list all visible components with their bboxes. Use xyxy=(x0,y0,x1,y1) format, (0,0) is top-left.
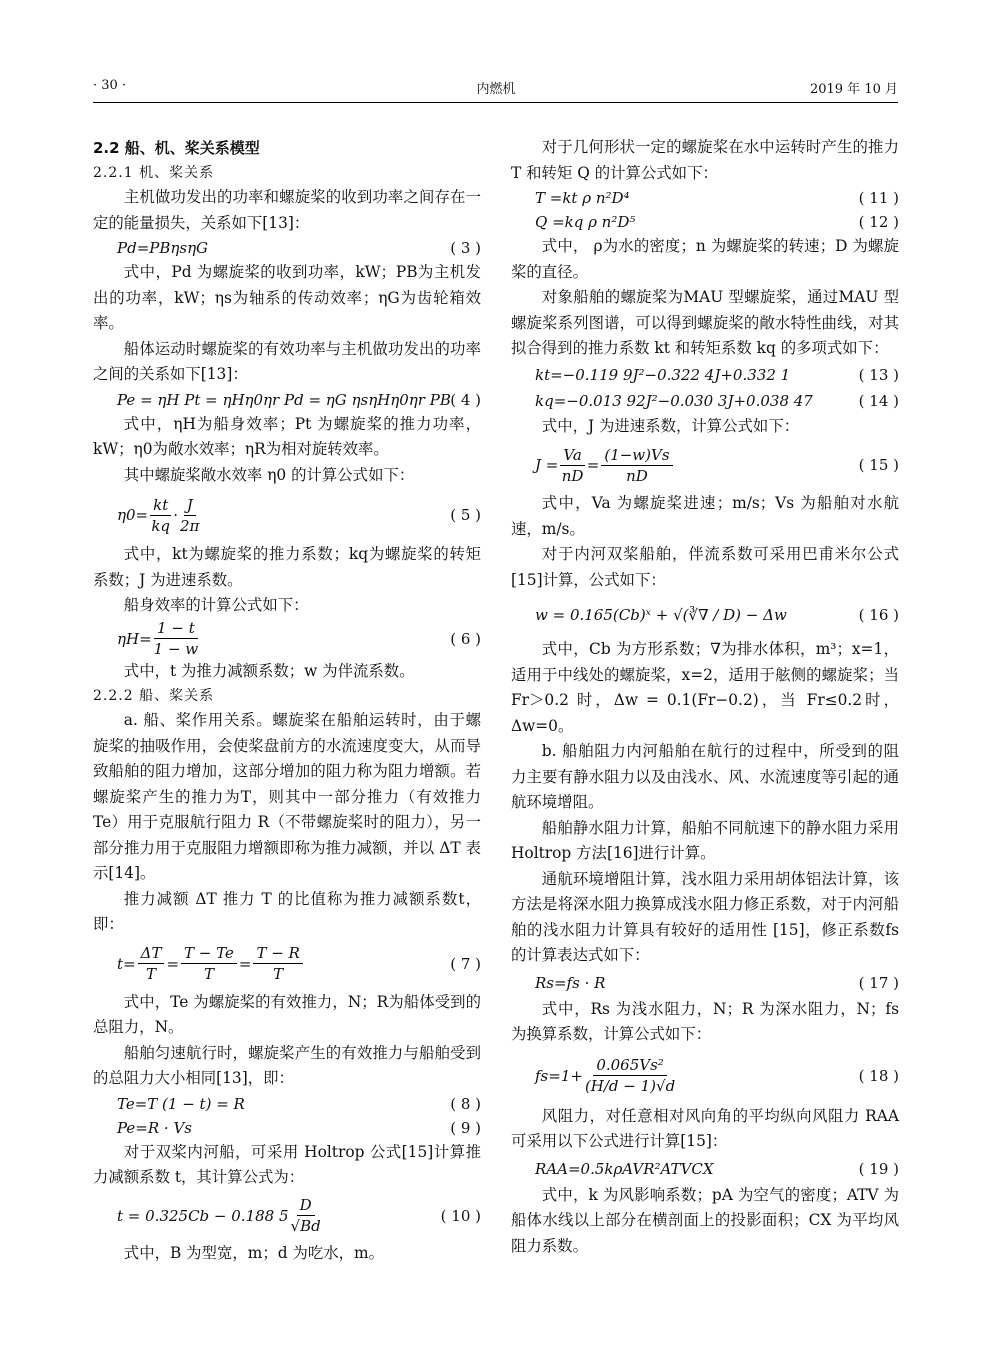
equation-number: ( 18 ) xyxy=(858,1066,899,1085)
equation-12: Q =kq ρ n²D⁵ ( 12 ) xyxy=(511,210,899,234)
paragraph: 式中，Pd 为螺旋桨的收到功率，kW；PB为主机发出的功率，kW；ηs为轴系的传动效率；ηG为齿轮箱效率。 xyxy=(93,263,481,332)
equation-3: Pd=PBηsηG ( 3 ) xyxy=(93,236,481,260)
paragraph: 船舶匀速航行时，螺旋桨产生的有效推力与船舶受到的总阻力大小相同[13]，即： xyxy=(93,1043,481,1087)
equation-number: ( 11 ) xyxy=(858,189,899,207)
equation-14: kq=−0.013 92J²−0.030 3J+0.038 47 ( 14 ) xyxy=(511,388,899,414)
equation-number: ( 5 ) xyxy=(450,506,481,524)
paragraph: 对象船舶的螺旋桨为MAU 型螺旋桨，通过MAU 型螺旋桨系列图谱，可以得到螺旋桨的敞水特性曲线，对其拟合得到的推力系数 kt 和转矩系数 kq 的多项式如下： xyxy=(511,288,899,357)
equation-7: t= $\frac{\Delta T}{T}$ = $\frac{T - Te}{T}$ = $\frac{T - R}{T}$ ( 7 ) xyxy=(117,944,481,983)
paragraph: 船体运动时螺旋桨的有效功率与主机做功发出的功率之间的关系如下[13]： xyxy=(93,339,481,383)
paragraph: 其中螺旋桨敞水效率 η0 的计算公式如下： xyxy=(123,465,415,484)
equation-number: ( 14 ) xyxy=(858,391,899,410)
equation-16: w = 0.165(Cb)ˣ + √(∛∇ / D) − Δw ( 16 ) xyxy=(535,606,899,624)
page-number: · 30 · xyxy=(93,78,127,93)
paragraph: 式中，Rs 为浅水阻力，N；R 为深水阻力，N；fs 为换算系数，计算公式如下： xyxy=(511,999,899,1043)
equation-number: ( 19 ) xyxy=(858,1159,899,1178)
equation-9: Pe=R · Vs ( 9 ) xyxy=(93,1116,481,1140)
journal-name: 内燃机 xyxy=(476,82,516,97)
paragraph: 对于双桨内河船，可采用 Holtrop 公式[15]计算推力减额系数 t，其计算公式为： xyxy=(93,1142,481,1186)
equation-number: ( 3 ) xyxy=(450,239,481,257)
equation-17: Rs=fs · R ( 17 ) xyxy=(511,969,899,997)
right-column xyxy=(511,135,899,1259)
paragraph: 船身效率的计算公式如下： xyxy=(123,596,309,614)
paragraph: 式中，Cb 为方形系数；∇为排水体积，m³；x=1，适用于中线处的螺旋桨，x=2，适用于舷侧的螺旋桨；当 Fr＞0.2 时，Δw = 0.1(Fr−0.2)，当 Fr≤0.2时，Δw=0。 xyxy=(511,640,899,735)
equation-number: ( 17 ) xyxy=(858,973,899,992)
header-rule xyxy=(93,102,898,103)
equation-8: Te=T (1 − t) = R ( 8 ) xyxy=(93,1092,481,1116)
paragraph: 风阻力，对任意相对风向角的平均纵向风阻力 RAA 可采用以下公式进行计算[15]： xyxy=(511,1106,899,1150)
paragraph: 式中，t 为推力减额系数；w 为伴流系数。 xyxy=(123,661,415,680)
paragraph: 式中，J 为进速系数，计算公式如下： xyxy=(541,416,800,435)
equation-number: ( 7 ) xyxy=(450,954,481,973)
equation-6: ηH= $\frac{1 - t}{1 - w}$ ( 6 ) xyxy=(117,619,481,658)
subsection-heading-2-2-1: 2.2.1 机、桨关系 xyxy=(93,165,215,181)
paragraph: 主机做功发出的功率和螺旋桨的收到功率之间存在一定的能量损失，关系如下[13]： xyxy=(93,188,481,232)
equation-number: ( 8 ) xyxy=(450,1094,481,1113)
paragraph: 式中，ηH为船身效率；Pt 为螺旋桨的推力功率，kW；η0为敞水效率；ηR为相对旋转效率。 xyxy=(93,414,481,458)
paragraph: 式中，kt为螺旋桨的推力系数；kq为螺旋桨的转矩系数；J 为进速系数。 xyxy=(93,545,481,589)
paragraph: b. 船舶阻力内河船舶在航行的过程中，所受到的阻力主要有静水阻力以及由浅水、风、水流速度等引起的通航环境增阻。 xyxy=(511,742,899,811)
paragraph: 式中，Te 为螺旋桨的有效推力，N；R为船体受到的总阻力，N。 xyxy=(93,992,481,1036)
equation-number: ( 15 ) xyxy=(858,456,899,474)
left-column xyxy=(93,135,481,1266)
issue-date: 2019 年 10 月 xyxy=(809,82,898,97)
subsection-heading-2-2-2: 2.2.2 船、桨关系 xyxy=(93,688,215,704)
equation-number: ( 16 ) xyxy=(858,606,899,624)
paragraph: 推力减额 ΔT 推力 T 的比值称为推力减额系数t，即： xyxy=(93,889,481,933)
equation-number: ( 13 ) xyxy=(858,365,899,384)
paragraph: 船舶静水阻力计算，船舶不同航速下的静水阻力采用 Holtrop 方法[16]进行计算。 xyxy=(511,818,899,862)
equation-18: fs=1+ $\frac{\text{0.065Vs²}}{(H/d - 1)√d}$ ( 18 ) xyxy=(535,1056,899,1095)
equation-4: Pe = ηH Pt = ηHη0ηr Pd = ηG ηsηHη0ηr PB ( 4 ) xyxy=(93,388,481,412)
equation-15: J = $\frac{Va}{nD}$ = $\frac{(1-w)Vs}{nD}$ ( 15 ) xyxy=(535,445,899,485)
equation-number: ( 12 ) xyxy=(858,213,899,231)
paragraph: 对于几何形状一定的螺旋桨在水中运转时产生的推力 T 和转矩 Q 的计算公式如下： xyxy=(511,138,899,182)
paragraph: 式中，B 为型宽，m；d 为吃水，m。 xyxy=(123,1243,385,1262)
equation-number: ( 6 ) xyxy=(450,629,481,648)
equation-10: t = 0.325Cb − 0.188 5 $\frac{D}{√Bd}$ ( 10 ) xyxy=(117,1196,481,1235)
paragraph: 式中， ρ为水的密度；n 为螺旋桨的转速；D 为螺旋桨的直径。 xyxy=(511,237,899,281)
equation-13: kt=−0.119 9J²−0.322 4J+0.332 1 ( 13 ) xyxy=(511,362,899,388)
equation-11: T =kt ρ n²D⁴ ( 11 ) xyxy=(511,186,899,210)
equation-number: ( 9 ) xyxy=(450,1118,481,1137)
equation-5: η0= $\frac{kt}{kq}$ · $\frac{J}{2\pi}$ ( 5 ) xyxy=(117,495,481,535)
paragraph: a. 船、桨作用关系。螺旋桨在船舶运转时，由于螺旋桨的抽吸作用，会使桨盘前方的水流速度变大，从而导致船舶的阻力增加，这部分增加的阻力称为阻力增额。若螺旋桨产生的推力为T，则其中一部分推力（有效推力Te）用于克服航行阻力 R（不带螺旋桨时的阻力），另一部分推力用于克服阻力增额即称为推力减额，并以 ΔT 表示[14]。 xyxy=(93,711,481,882)
paragraph: 通航环境增阻计算，浅水阻力采用胡体铝法计算，该方法是将深水阻力换算成浅水阻力修正系数，对于内河船舶的浅水阻力计算具有较好的适用性 [15]，修正系数fs 的计算表达式如下： xyxy=(511,869,899,964)
equation-number: ( 4 ) xyxy=(450,390,481,409)
equation-number: ( 10 ) xyxy=(440,1206,481,1225)
section-heading-2-2: 2.2 船、机、桨关系模型 xyxy=(93,139,260,157)
paragraph: 对于内河双桨船舶，伴流系数可采用巴甫米尔公式[15]计算，公式如下： xyxy=(511,545,899,589)
equation-19: RAA=0.5kρAVR²ATVCX ( 19 ) xyxy=(511,1155,899,1183)
paragraph: 式中，k 为风影响系数；pA 为空气的密度；ATV 为船体水线以上部分在横剖面上的投影面积；CX 为平均风阻力系数。 xyxy=(511,1185,899,1255)
paragraph: 式中，Va 为螺旋桨进速；m/s；Vs 为船舶对水航速，m/s。 xyxy=(511,494,899,538)
